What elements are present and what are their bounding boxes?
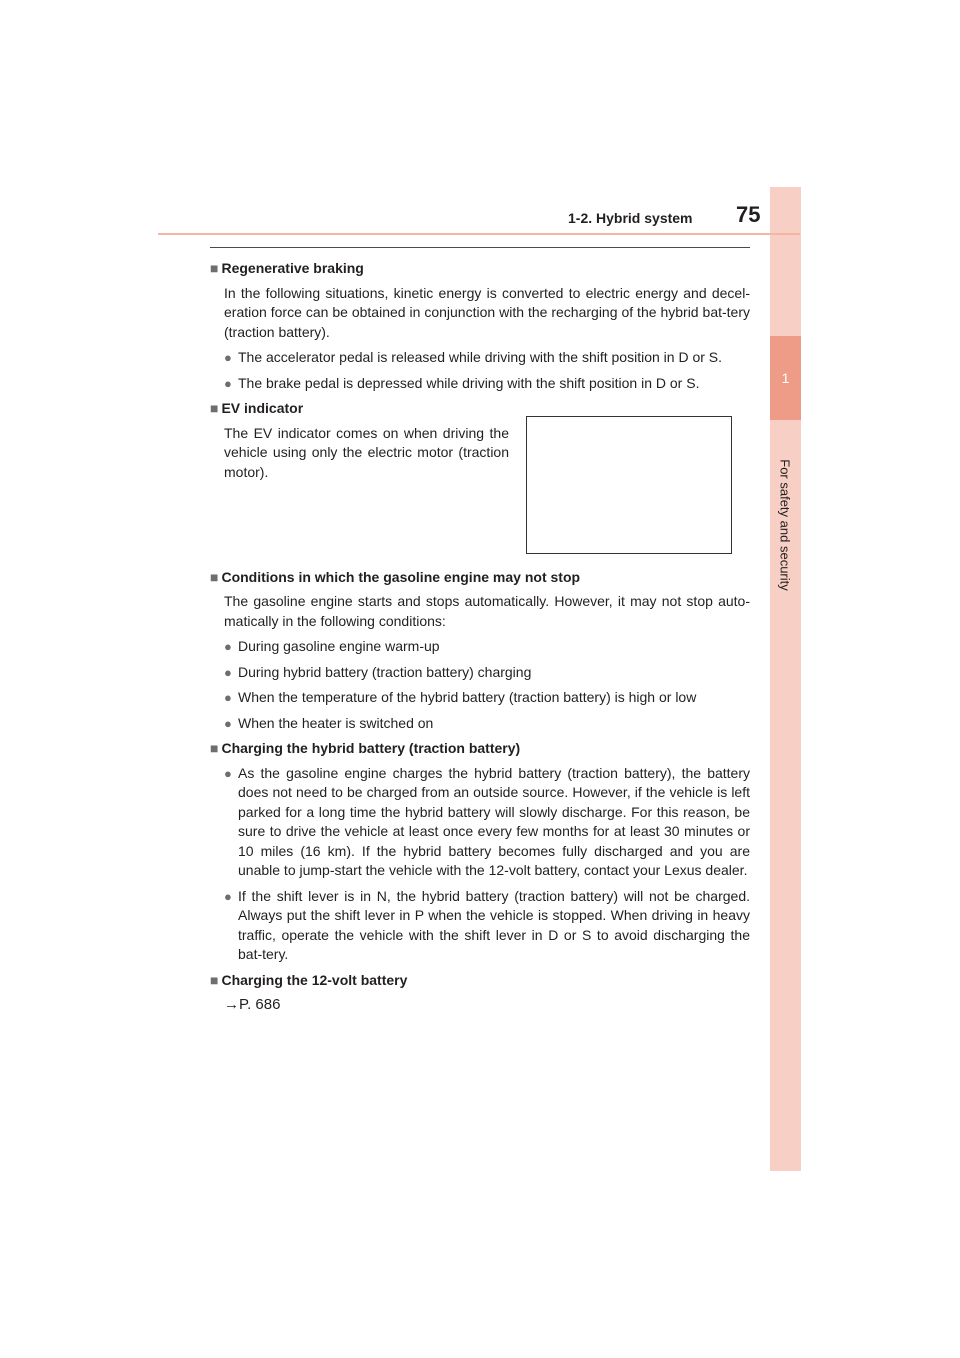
paragraph: In the following situations, kinetic energy is converted to electric energy and decel-eration force can be obtained in conjunction with the recharging of the hybrid bat-tery (traction battery). [224, 284, 750, 340]
section-ev-indicator [210, 399, 750, 554]
circle-bullet-icon: ● [224, 715, 232, 731]
section-heading: ■ EV indicator [210, 400, 304, 416]
section-regenerative-braking [210, 259, 750, 393]
list-item: ● During gasoline engine warm-up [210, 637, 750, 657]
list-item: ● The brake pedal is depressed while driving with the shift position in D or S. [210, 374, 750, 394]
list-item: ● The accelerator pedal is released while driving with the shift position in D or S. [210, 348, 750, 368]
section-heading: ■ Conditions in which the gasoline engine may not stop [210, 568, 581, 585]
square-bullet-icon: ■ [210, 740, 219, 756]
list-item: ● When the temperature of the hybrid battery (traction battery) is high or low [210, 688, 750, 708]
page-reference-link[interactable]: →P. 686 [224, 996, 281, 1013]
section-title: 1-2. Hybrid system [568, 210, 693, 226]
circle-bullet-icon: ● [224, 690, 232, 705]
paragraph: The EV indicator comes on when driving the vehicle using only the electric motor (traction motor). [224, 424, 509, 480]
circle-bullet-icon: ● [224, 888, 232, 904]
chapter-number-tab[interactable]: 1 [770, 336, 801, 420]
section-heading: ■ Charging the 12-volt battery [210, 971, 408, 988]
square-bullet-icon: ■ [210, 568, 219, 585]
square-bullet-icon: ■ [210, 971, 219, 988]
list-item: ● During hybrid battery (traction battery) charging [210, 663, 750, 683]
circle-bullet-icon: ● [224, 350, 232, 365]
circle-bullet-icon: ● [224, 375, 232, 391]
section-heading: ■ Charging the hybrid battery (traction battery) [210, 740, 521, 756]
square-bullet-icon: ■ [210, 260, 219, 276]
section-engine-may-not-stop [210, 568, 750, 734]
chapter-side-tab [770, 187, 801, 1171]
circle-bullet-icon: ● [224, 765, 232, 781]
list-item: ● As the gasoline engine charges the hybrid battery (traction battery), the battery does not need to be charged from an outside source. However, if the vehicle is left parked for a long time the hybrid battery will slowly discharge. For this reason, be sure to drive the vehicle at least once every few months for at least 30 minutes or 10 miles (16 km). If the hybrid battery becomes fully discharged and you are unable to jump-start the vehicle with the 12-volt battery, contact your Lexus dealer. [224, 764, 750, 878]
circle-bullet-icon: ● [224, 664, 232, 680]
list-item: ● When the heater is switched on [210, 714, 750, 734]
ev-indicator-illustration [526, 416, 732, 554]
circle-bullet-icon: ● [224, 639, 232, 654]
paragraph: The gasoline engine starts and stops automatically. However, it may not stop auto-matically in the following conditions: [224, 593, 750, 629]
page-number: 75 [736, 202, 761, 227]
section-charging-12v-battery [210, 971, 750, 1015]
chapter-label: For safety and security [777, 459, 793, 591]
section-heading: ■ Regenerative braking [210, 260, 364, 276]
page-content [210, 259, 750, 1017]
square-bullet-icon: ■ [210, 400, 219, 416]
list-item: ● If the shift lever is in N, the hybrid battery (traction battery) will not be charged. Always put the shift lever in P when the vehicle is stopped. When driving in heavy traffic, operate the vehicle with the shift lever in D or S to avoid discharging the bat-tery. [224, 887, 750, 962]
header-rule [158, 233, 800, 235]
section-charging-hybrid-battery [210, 739, 750, 965]
content-divider [210, 247, 750, 248]
